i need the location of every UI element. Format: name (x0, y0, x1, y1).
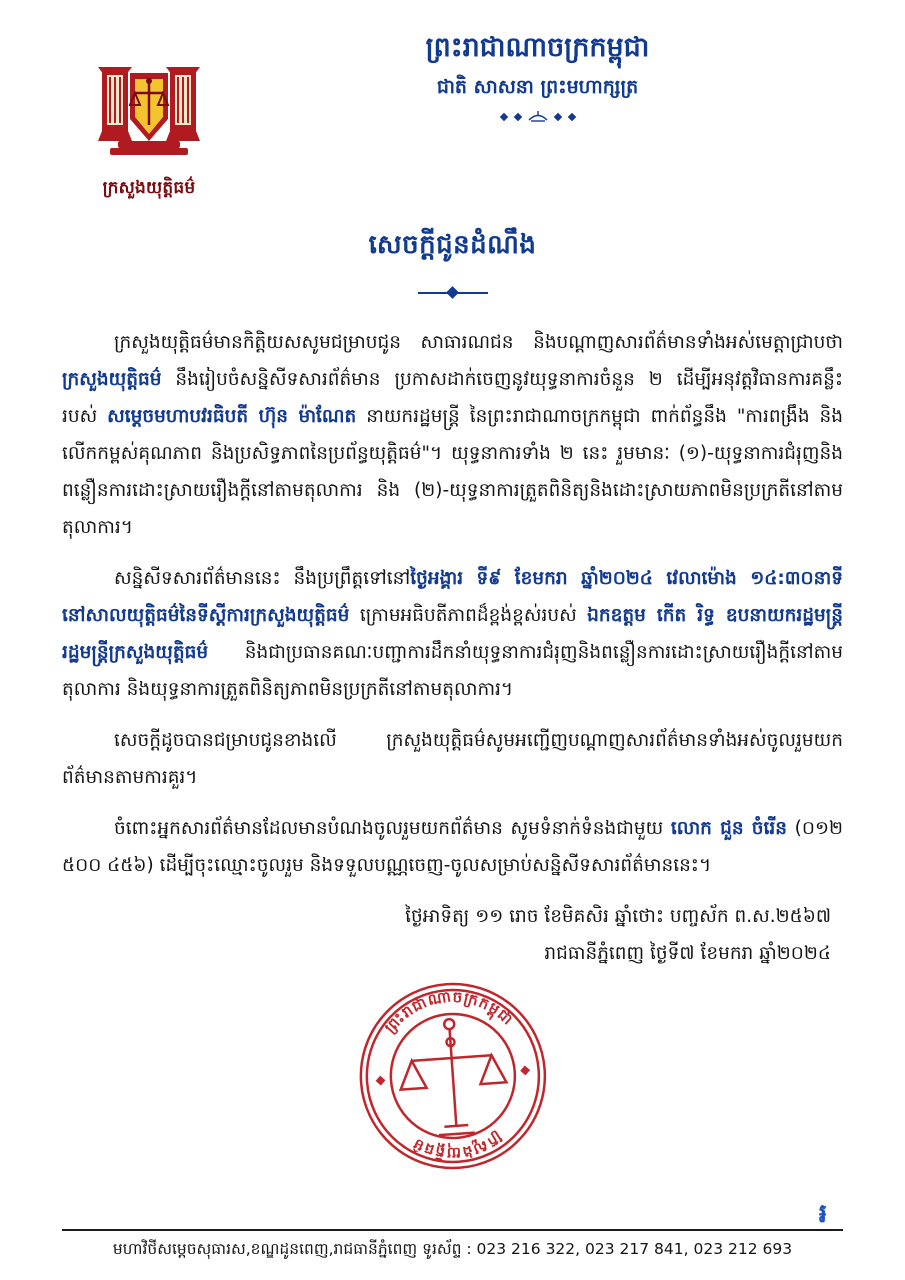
paragraph-1 (62, 324, 843, 546)
national-motto: ជាតិ សាសនា ព្រះមហាក្សត្រ (436, 76, 639, 99)
paragraph-2 (62, 560, 843, 708)
footer-mark-icon: ៛ (818, 1199, 827, 1229)
text-run: និងជាប្រធានគណៈបញ្ជាការដឹកនាំយុទ្ធនាការជំរុញនិងពន្លឿនការដោះស្រាយរឿងក្ដីនៅតាមតុលាការ និងយុទ្ធនាការត្រួតពិនិត្យភាពមិនប្រក្រតីនៅតាមតុលាការ។ (62, 642, 843, 700)
gregorian-date: រាជធានីភ្នំពេញ ថ្ងៃទី៧ ខែមករា ឆ្នាំ២០២៤ (544, 943, 831, 964)
buddhist-date: ថ្ងៃអាទិត្យ ១១ រោច ខែមិគសិរ ឆ្នាំថោះ បញ្ចស័ក ព.ស.២៥៦៧ (405, 906, 831, 927)
header-decoration (230, 109, 845, 129)
text-run: ក្រោមអធិបតីភាពដ៏ខ្ពង់ខ្ពស់របស់ (349, 605, 588, 626)
seal-bottom-text: ក្រសួងយុត្តិធម៌ (408, 1128, 506, 1163)
text-run: នឹងរៀបចំសន្និសីទសារព័ត៌មាន ប្រកាសដាក់ចេញនូវយុទ្ធនាការចំនួន ២ ដើម្បីអនុវត្តវិធានការគន្លឹះរបស់ (62, 369, 843, 427)
footer-address: មហាវិថីសម្ដេចសុធារស,ខណ្ឌដូនពេញ,រាជធានីភ្នំពេញ ទូរស័ព្ទ : 023 216 322, 023 217 841, 023 212 693 (112, 1240, 793, 1258)
paragraph-4 (62, 810, 843, 884)
kingdom-title: ព្រះរាជាណាចក្រកម្ពុជា (425, 32, 650, 63)
document-body (62, 324, 843, 884)
seal-top-text: ព្រះរាជាណាចក្រកម្ពុជា (380, 987, 517, 1037)
text-run: ចំពោះអ្នកសារព័ត៌មានដែលមានបំណងចូលរួមយកព័ត៌មាន សូមទំនាក់ទំនងជាមួយ (114, 818, 671, 839)
text-run: នាយករដ្ឋមន្ត្រី នៃព្រះរាជាណាចក្រកម្ពុជា ពាក់ព័ន្ធនឹង "ការពង្រឹង និងលើកកម្ពស់គុណភាព និងប្រសិទ្ធភាពនៃប្រព័ន្ធយុត្តិធម៌"។ យុទ្ធនាការទាំង ២ នេះ រួមមានៈ (១)-យុទ្ធនាការជំរុញនិងពន្លឿនការដោះស្រាយរឿងក្ដីនៅតាមតុលាការ និង (២)-យុទ្ធនាការត្រួតពិនិត្យនិងដោះស្រាយភាពមិនប្រក្រតីនៅតាមតុលាការ។ (62, 406, 843, 538)
text-run: ក្រសួងយុត្តិធម៌មានកិត្តិយសសូមជម្រាបជូន សាធារណជន និងបណ្ដាញសារព័ត៌មានទាំងអស់មេត្តាជ្រាបថា (114, 332, 843, 353)
document-header (0, 0, 905, 200)
round-seal-icon (346, 969, 559, 1182)
text-run: សេចក្ដីដូចបានជម្រាបជូនខាងលើ ក្រសួងយុត្តិធម៌សូមអញ្ជើញបណ្ដាញសារព័ត៌មានទាំងអស់ចូលរួមយកព័ត៌មានតាមការគួរ។ (62, 730, 843, 788)
text-run: សម្ដេចមហាបវរធិបតី ហ៊ុន ម៉ាណែត (107, 406, 357, 427)
signature-dates (62, 898, 843, 972)
footer-divider (62, 1229, 843, 1231)
official-seal-area (0, 976, 905, 1186)
text-run: ក្រសួងយុត្តិធម៌ (62, 369, 162, 390)
justice-emblem-icon (88, 55, 210, 175)
ministry-emblem (74, 55, 224, 202)
page-title: សេចក្តីជូនដំណឹង (368, 230, 537, 260)
ministry-seal (346, 969, 560, 1186)
text-run: សន្និសីទសារព័ត៌មាននេះ នឹងប្រព្រឹត្តទៅនៅ (114, 568, 411, 589)
diamond-divider-icon (495, 109, 581, 125)
paragraph-3 (62, 722, 843, 796)
emblem-caption: ក្រសួងយុត្តិធម៌ (102, 178, 196, 198)
header-titles (230, 30, 845, 129)
text-run: ថ្ងៃអង្គារ ទី៩ ខែមករា ឆ្នាំ២០២៤ វេលាម៉ោង ១៤:៣០នាទី នៅសាលយុត្តិធម៌នៃទីស្ដីការក្រសួងយុត្តិធម៌ (62, 568, 843, 626)
text-run: លោក ជួន ចំរើន (670, 818, 788, 839)
text-run: ឯកឧត្តម កើត រិទ្ធ ឧបនាយករដ្ឋមន្ត្រី រដ្ឋមន្ត្រីក្រសួងយុត្តិធម៌ (62, 605, 843, 663)
document-footer (0, 1199, 905, 1262)
title-divider (418, 288, 488, 298)
text-run: (០១២ ៥០០ ៤៥៦) ដើម្បីចុះឈ្មោះចូលរួម និងទទួលបណ្ណចេញ-ចូលសម្រាប់សន្និសីទសារព័ត៌មាននេះ។ (62, 818, 844, 876)
